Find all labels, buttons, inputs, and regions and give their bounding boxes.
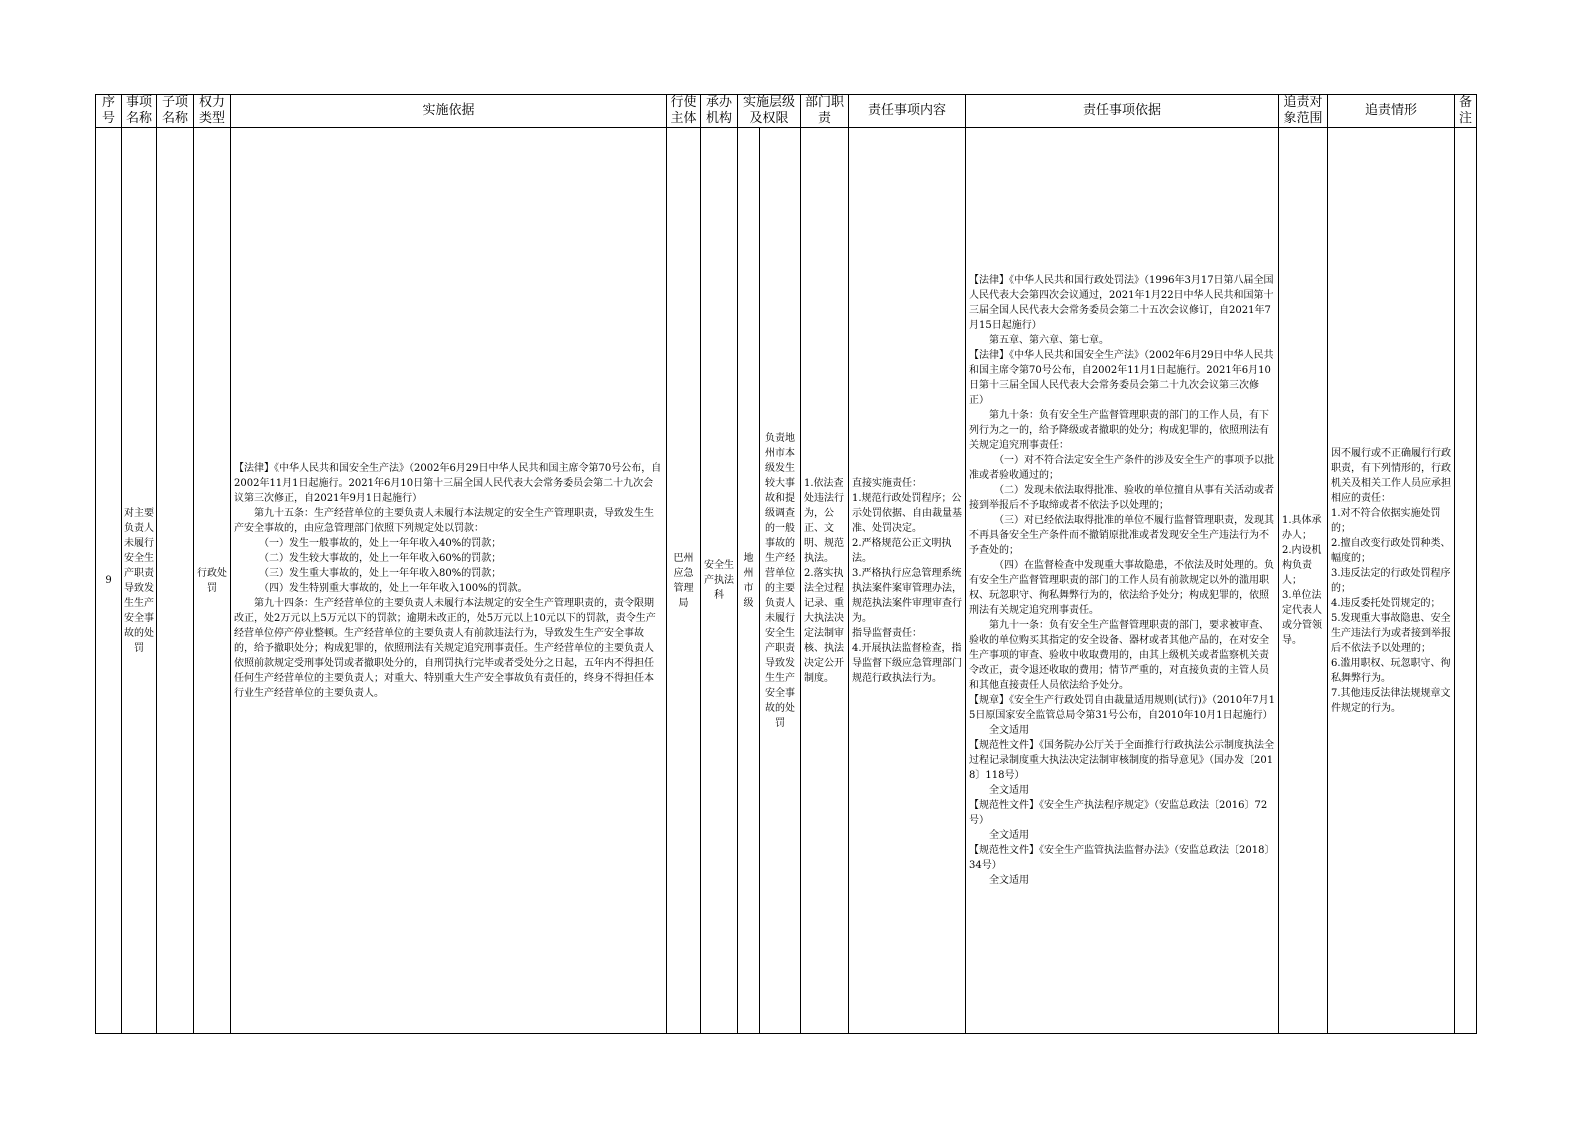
cell-sub-item [157,128,194,1034]
header-row [96,95,1477,128]
cell-circumstances: 因不履行或不正确履行行政职责，有下列情形的，行政机关及相关工作人员应承担相应的责任： 1.对不符合依据实施处罚的； 2.擅自改变行政处罚种类、幅度的； 3.违反法定的行政处罚程序的； 4.违反委托处罚规定的； 5.发现重大事故隐患、安全生产违法行为或者接到举报后不依法予以处理的； 6.滥用职权、玩忽职守、徇私舞弊行为。 7.其他违反法律法规规章文件规定的行为。 [1328,128,1455,1034]
header-remark: 备注 [1455,95,1477,128]
header-basis: 实施依据 [231,95,667,128]
header-power-type: 权力类型 [194,95,231,128]
cell-agency: 安全生产执法科 [701,128,738,1034]
cell-subject: 巴州应急管理局 [667,128,701,1034]
cell-accountable: 1.具体承办人； 2.内设机构负责人； 3.单位法定代表人或分管领导。 [1279,128,1328,1034]
cell-seq: 9 [96,128,122,1034]
table-row [96,128,1477,1034]
header-resp-basis: 责任事项依据 [966,95,1279,128]
cell-item-name: 对主要负责人未履行安全生产职责导致发生生产安全事故的处罚 [122,128,157,1034]
header-sub-item: 子项名称 [157,95,194,128]
cell-duty: 1.依法查处违法行为，公正、文明、规范执法。 2.落实执法全过程记录、重大执法决定法制审核、执法决定公开制度。 [801,128,849,1034]
header-accountable: 追责对象范围 [1279,95,1328,128]
cell-resp-content: 直接实施责任： 1.规范行政处罚程序；公示处罚依据、自由裁量基准、处罚决定。 2.严格规范公正文明执法。 3.严格执行应急管理系统执法案件案审管理办法，规范执法案件审理审查行为。 指导监督责任： 4.开展执法监督检查，指导监督下级应急管理部门规范行政执法行为。 [849,128,966,1034]
header-subject: 行使主体 [667,95,701,128]
header-item-name: 事项名称 [122,95,157,128]
cell-power-type: 行政处罚 [194,128,231,1034]
responsibility-list-table [95,94,1477,1034]
header-agency: 承办机构 [701,95,738,128]
header-duty: 部门职责 [801,95,849,128]
header-seq: 序号 [96,95,122,128]
cell-resp-basis: 【法律】《中华人民共和国行政处罚法》（1996年3月17日第八届全国人民代表大会第四次会议通过，2021年1月22日中华人民共和国第十三届全国人民代表大会常务委员会第二十五次会议修订，自2021年7月15日起施行） 第五章、第六章、第七章。 【法律】《中华人民共和国安全生产法》（2002年6月29日中华人民共和国主席令第70号公布，自2002年11月1日起施行。2021年6月10日第十三届全国人民代表大会常务委员会第二十九次会议第三次修正） 第九十条：负有安全生产监督管理职责的部门的工作人员，有下列行为之一的，给予降级或者撤职的处分；构成犯罪的，依照刑法有关规定追究刑事责任： （一）对不符合法定安全生产条件的涉及安全生产的事项予以批准或者验收通过的； （二）发现未依法取得批准、验收的单位擅自从事有关活动或者接到举报后不予取缔或者不依法予以处理的； （三）对已经依法取得批准的单位不履行监督管理职责，发现其不再具备安全生产条件而不撤销原批准或者发现安全生产违法行为不予查处的； （四）在监督检查中发现重大事故隐患，不依法及时处理的。负有安全生产监督管理职责的部门的工作人员有前款规定以外的滥用职权、玩忽职守、徇私舞弊行为的，依法给予处分；构成犯罪的，依照刑法有关规定追究刑事责任。 第九十一条：负有安全生产监督管理职责的部门，要求被审查、验收的单位购买其指定的安全设备、器材或者其他产品的，在对安全生产事项的审查、验收中收取费用的，由其上级机关或者监察机关责令改正，责令退还收取的费用；情节严重的，对直接负责的主管人员和其他直接责任人员依法给予处分。 【规章】《安全生产行政处罚自由裁量适用规则(试行)》（2010年7月15日原国家安全监管总局令第31号公布，自2010年10月1日起施行） 全文适用 【规范性文件】《国务院办公厅关于全面推行行政执法公示制度执法全过程记录制度重大执法决定法制审核制度的指导意见》（国办发〔2018〕118号） 全文适用 【规范性文件】《安全生产执法程序规定》（安监总政法〔2016〕72号） 全文适用 【规范性文件】《安全生产监管执法监督办法》（安监总政法〔2018〕34号） 全文适用 [966,128,1279,1034]
header-resp-content: 责任事项内容 [849,95,966,128]
header-circumstances: 追责情形 [1328,95,1455,128]
header-level: 实施层级及权限 [738,95,801,128]
cell-remark [1455,128,1477,1034]
cell-basis: 【法律】《中华人民共和国安全生产法》（2002年6月29日中华人民共和国主席令第70号公布，自2002年11月1日起施行。2021年6月10日第十三届全国人民代表大会常务委员会第二十九次会议第三次修正，自2021年9月1日起施行） 第九十五条：生产经营单位的主要负责人未履行本法规定的安全生产管理职责，导致发生生产安全事故的，由应急管理部门依照下列规定处以罚款： （一）发生一般事故的，处上一年年收入40%的罚款； （二）发生较大事故的，处上一年年收入60%的罚款； （三）发生重大事故的，处上一年年收入80%的罚款； （四）发生特别重大事故的，处上一年年收入100%的罚款。 第九十四条：生产经营单位的主要负责人未履行本法规定的安全生产管理职责的，责令限期改正，处2万元以上5万元以下的罚款；逾期未改正的，处5万元以上10元以下的罚款，责令生产经营单位停产停业整顿。生产经营单位的主要负责人有前款违法行为，导致发生生产安全事故的，给予撤职处分；构成犯罪的，依照刑法有关规定追究刑事责任。生产经营单位的主要负责人依照前款规定受刑事处罚或者撤职处分的，自刑罚执行完毕或者受处分之日起，五年内不得担任任何生产经营单位的主要负责人；对重大、特别重大生产安全事故负有责任的，终身不得担任本行业生产经营单位的主要负责人。 [231,128,667,1034]
cell-level: 地州市级 [738,128,760,1034]
cell-level-scope: 负责地州市本级发生较大事故和提级调查的一般事故的生产经营单位的主要负责人未履行安全生产职责导致发生生产安全事故的处罚 [760,128,801,1034]
